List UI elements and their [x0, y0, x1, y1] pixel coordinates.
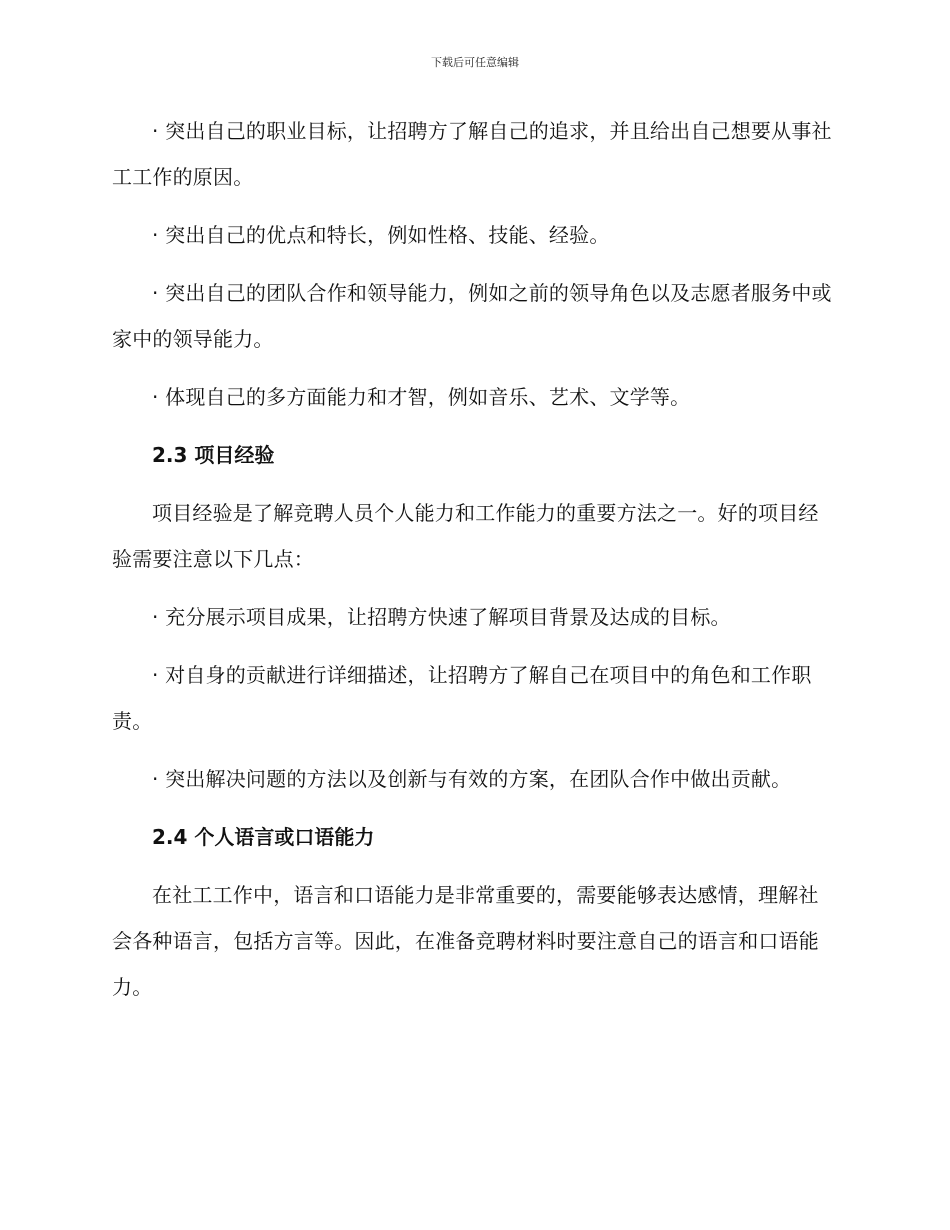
bullet-project-results: · 充分展示项目成果，让招聘方快速了解项目背景及达成的目标。 — [152, 605, 731, 629]
header-note: 下载后可任意编辑 — [431, 56, 519, 69]
bullet-strengths: · 突出自己的优点和特长，例如性格、技能、经验。 — [152, 223, 610, 247]
bullet-versatility: · 体现自己的多方面能力和才智，例如音乐、艺术、文学等。 — [152, 385, 691, 409]
bullet-problem-solving: · 突出解决问题的方法以及创新与有效的方案，在团队合作中做出贡献。 — [152, 767, 792, 791]
document-body — [112, 108, 832, 1022]
section-heading-language-ability: 2.4 个人语言或口语能力 — [152, 825, 375, 849]
bullet-personal-contribution: · 对自身的贡献进行详细描述，让招聘方了解自己在项目中的角色和工作职责。 — [112, 663, 812, 733]
bullet-teamwork-leadership: · 突出自己的团队合作和领导能力，例如之前的领导角色以及志愿者服务中或家中的领导能力。 — [112, 281, 832, 351]
paragraph-language-ability: 在社工工作中，语言和口语能力是非常重要的，需要能够表达感情，理解社会各种语言，包括方言等。因此，在准备竞聘材料时要注意自己的语言和口语能力。 — [112, 883, 819, 999]
bullet-career-goal: · 突出自己的职业目标，让招聘方了解自己的追求，并且给出自己想要从事社工工作的原因。 — [112, 119, 832, 189]
section-heading-project-experience: 2.3 项目经验 — [152, 443, 275, 467]
paragraph-project-experience-intro: 项目经验是了解竞聘人员个人能力和工作能力的重要方法之一。好的项目经验需要注意以下几点： — [112, 501, 819, 571]
